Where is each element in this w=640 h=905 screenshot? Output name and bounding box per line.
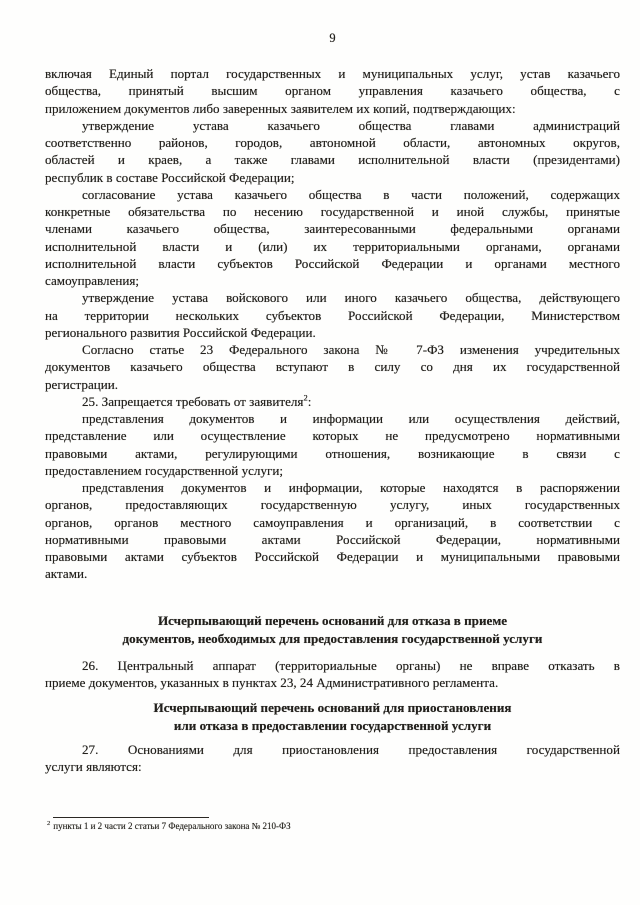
text-line: или отказа в предоставлении государственной услуги xyxy=(173,718,492,733)
paragraph xyxy=(45,65,620,117)
text-line: приеме документов, указанных в пунктах 23, 24 Административного регламента. xyxy=(45,674,499,690)
paragraph xyxy=(45,341,620,393)
paragraph xyxy=(45,657,620,692)
footnote-marker: 2 xyxy=(47,820,51,827)
text-line: утверждение устава войскового или иного казачьего общества, действующего xyxy=(82,290,620,306)
paragraph xyxy=(45,117,620,186)
text-line: Исчерпывающий перечень оснований для приостановления xyxy=(153,700,512,715)
text-line: согласование устава казачьего общества в части положений, содержащих xyxy=(82,186,620,202)
text-line xyxy=(45,393,620,410)
text-line: услуги являются: xyxy=(45,759,142,775)
paragraph xyxy=(45,186,620,290)
text-line: нормативными правовыми актами Российской Федерации, нормативными xyxy=(45,531,620,547)
text-line: членами казачьего общества, заинтересованными федеральными органами xyxy=(45,221,620,237)
text-segment: 25. Запрещается требовать от заявителя xyxy=(82,393,304,409)
footnote xyxy=(47,821,620,832)
text-line: областей и краев, а также главами исполнительной власти (президентами) xyxy=(45,152,620,168)
text-line: самоуправления; xyxy=(45,273,140,288)
footnote-separator xyxy=(53,817,209,818)
text-line: на территории нескольких субъектов Российской Федерации, Министерством xyxy=(45,307,620,323)
text-line: исполнительной власти субъектов Российской Федерации и органами местного xyxy=(45,255,620,271)
text-column xyxy=(45,65,620,776)
text-line: конкретные обязательства по несению государственной и иной службы, принятые xyxy=(45,204,620,219)
footnote-reference: 2 xyxy=(303,392,308,403)
text-line: документов казачьего общества вступают в силу со дня их государственной xyxy=(45,359,620,375)
text-line: представление или осуществление которых не предусмотрено нормативными xyxy=(45,428,620,444)
text-line: Исчерпывающий перечень оснований для отказа в приеме xyxy=(157,612,508,628)
section-heading xyxy=(45,699,620,735)
document-body xyxy=(45,65,620,776)
text-line: общества, принятый высшим органом управления казачьего общества, с xyxy=(45,83,620,99)
text-line: приложением документов либо заверенных заявителем их копий, подтверждающих: xyxy=(45,100,516,116)
section-heading xyxy=(45,612,620,648)
text-line: правовыми актами, регулирующими отношения, возникающие в связи с xyxy=(45,445,620,461)
paragraph xyxy=(45,393,620,410)
text-line: правовыми актами субъектов Российской Федерации и муниципальными правовыми xyxy=(45,549,620,564)
text-line: представления документов и информации, которые находятся в распоряжении xyxy=(82,480,620,495)
footnote-text: пункты 1 и 2 части 2 статьи 7 Федерального закона № 210-ФЗ xyxy=(53,821,291,831)
text-line: органов, органов местного самоуправления и организаций, в соответствии с xyxy=(45,514,620,530)
text-line: регистрации. xyxy=(45,376,119,392)
page-number: 9 xyxy=(329,31,336,45)
footnote-area xyxy=(45,817,620,832)
text-line: актами. xyxy=(45,566,88,582)
text-line: регионального развития Российской Федерации. xyxy=(45,324,316,340)
paragraph xyxy=(45,741,620,776)
text-line: соответственно районов, городов, автономной области, автономных округов, xyxy=(45,135,620,150)
paragraph xyxy=(45,410,620,479)
text-line: предоставлением государственной услуги; xyxy=(45,462,284,478)
text-line: Согласно статье 23 Федерального закона № 7-ФЗ изменения учредительных xyxy=(82,342,620,357)
text-line: утверждение устава казачьего общества главами администраций xyxy=(82,117,620,133)
text-line: республик в составе Российской Федерации; xyxy=(45,169,295,185)
text-line: органов, предоставляющих государственную услугу, иных государственных xyxy=(45,497,620,513)
text-line: включая Единый портал государственных и муниципальных услуг, устав казачьего xyxy=(45,66,620,81)
text-line: 26. Центральный аппарат (территориальные органы) не вправе отказать в xyxy=(82,657,620,673)
text-line: документов, необходимых для предоставления государственной услуги xyxy=(122,630,543,646)
paragraph xyxy=(45,289,620,341)
text-segment: : xyxy=(307,393,312,409)
text-line: 27. Основаниями для приостановления предоставления государственной xyxy=(82,742,620,757)
text-line: исполнительной власти и (или) их территориальными органами, органами xyxy=(45,238,620,254)
text-line: представления документов и информации или осуществления действий, xyxy=(82,411,620,426)
paragraph xyxy=(45,479,620,583)
